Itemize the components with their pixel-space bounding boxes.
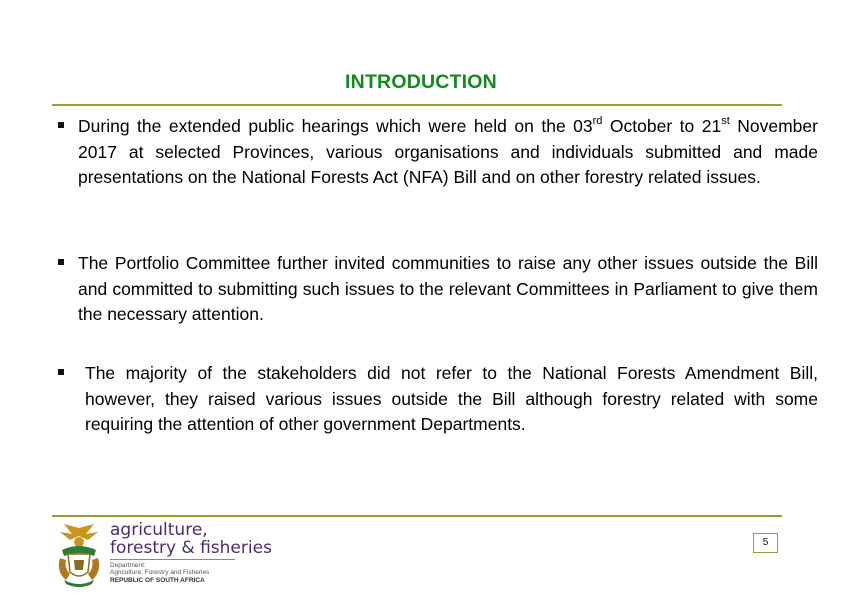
square-bullet-icon (58, 369, 64, 375)
bullet-text: The Portfolio Committee further invited communities to raise any other issues outside the Bill and committed to submitting such issues to the relevant Committees in Parliament to give them the necessary attention. (78, 253, 818, 324)
bullet-item (58, 251, 818, 328)
department-label: Department: (110, 562, 146, 569)
bullet-item (58, 361, 818, 438)
department-name: Agriculture, Forestry and Fisheries (110, 569, 210, 576)
brand-name-line1: agriculture, (110, 520, 208, 540)
square-bullet-icon (58, 122, 64, 128)
bullet-text: During the extended public hearings which were held on the 03rd October to 21st November 2017 at selected Provinces, various organisations and individuals submitted and made presentations on the National Forests Act (NFA) Bill and on other forestry related issues. (78, 115, 818, 187)
square-bullet-icon (58, 259, 64, 265)
country-name: REPUBLIC OF SOUTH AFRICA (110, 577, 205, 584)
coat-of-arms-icon (54, 522, 104, 588)
bullet-text: The majority of the stakeholders did not refer to the National Forests Amendment Bill, however, they raised various issues outside the Bill although forestry related with some requiring the attention of other government Departments. (85, 363, 818, 434)
page-number: 5 (753, 533, 778, 553)
top-divider (52, 104, 782, 106)
brand-name-line2: forestry & fisheries (110, 538, 272, 558)
slide-title: INTRODUCTION (345, 71, 497, 93)
bullet-item (58, 114, 818, 191)
logo-divider (110, 559, 235, 560)
bottom-divider (52, 515, 782, 517)
department-logo (52, 520, 272, 588)
